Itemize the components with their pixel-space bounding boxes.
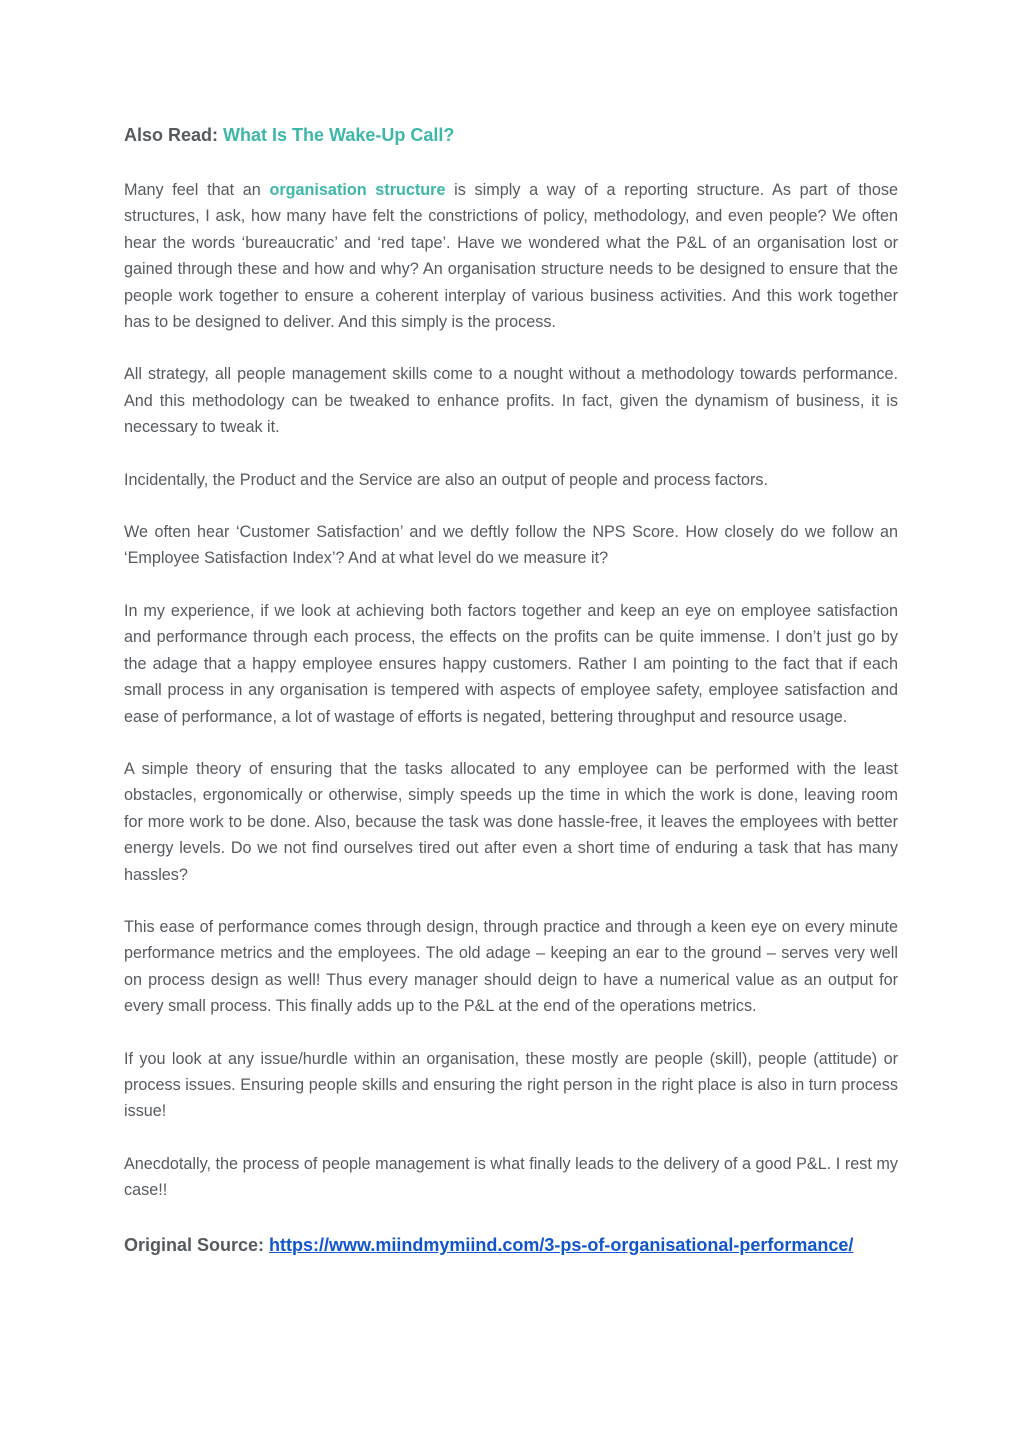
original-source-line <box>124 1230 898 1260</box>
paragraph-9: Anecdotally, the process of people management is what finally leads to the delivery of a good P&L. I rest my case!! <box>124 1154 898 1200</box>
also-read-link[interactable]: What Is The Wake-Up Call? <box>223 125 455 145</box>
paragraph-5: In my experience, if we look at achieving both factors together and keep an eye on employee satisfaction and performance through each process, the effects on the profits can be quite immense. I don’t just go by the adage that a happy employee ensures happy customers. Rather I am pointing to the fact that if each small process in any organisation is tempered with aspects of employee safety, employee satisfaction and ease of performance, a lot of wastage of efforts is negated, bettering throughput and resource usage. <box>124 601 898 726</box>
article-body <box>124 120 898 1260</box>
paragraph-7: This ease of performance comes through design, through practice and through a keen eye on every minute performance metrics and the employees. The old adage – keeping an ear to the ground – serves very well on process design as well! Thus every manager should deign to have a numerical value as an output for every small process. This finally adds up to the P&L at the end of the operations metrics. <box>124 917 898 1016</box>
original-source-label: Original Source: <box>124 1234 265 1255</box>
paragraph-1-text-after: is simply a way of a reporting structure. As part of those structures, I ask, how many have felt the constrictions of policy, methodology, and even people? We often hear the words ‘bureaucratic’ and ‘red tape’. Have we wondered what the P&L of an organisation lost or gained through these and how and why? An organisation structure needs to be designed to ensure that the people work together to ensure a coherent interplay of various business activities. And this work together has to be designed to deliver. And this simply is the process. <box>124 181 898 332</box>
also-read-label: Also Read: <box>124 125 219 145</box>
paragraph-1-text-before: Many feel that an <box>124 181 270 199</box>
paragraph-1 <box>124 177 898 335</box>
paragraph-8: If you look at any issue/hurdle within an organisation, these mostly are people (skill), people (attitude) or process issues. Ensuring people skills and ensuring the right person in the right place is also in turn process issue! <box>124 1049 898 1121</box>
paragraph-4: We often hear ‘Customer Satisfaction’ and we deftly follow the NPS Score. How closely do we follow an ‘Employee Satisfaction Index’? And at what level do we measure it? <box>124 523 898 568</box>
paragraph-2: All strategy, all people management skills come to a nought without a methodology towards performance. And this methodology can be tweaked to enhance profits. In fact, given the dynamism of business, it is necessary to tweak it. <box>124 365 898 437</box>
paragraph-3: Incidentally, the Product and the Service are also an output of people and process factors. <box>124 470 768 489</box>
paragraph-6: A simple theory of ensuring that the tasks allocated to any employee can be performed with the least obstacles, ergonomically or otherwise, simply speeds up the time in which the work is done, leaving room for more work to be done. Also, because the task was done hassle-free, it leaves the employees with better energy levels. Do we not find ourselves tired out after even a short time of enduring a task that has many hassles? <box>124 759 898 884</box>
original-source-link[interactable]: https://www.miindmymiind.com/3-ps-of-organisational-performance/ <box>269 1234 854 1255</box>
organisation-structure-link[interactable]: organisation structure <box>269 181 446 199</box>
also-read-line <box>124 120 898 150</box>
